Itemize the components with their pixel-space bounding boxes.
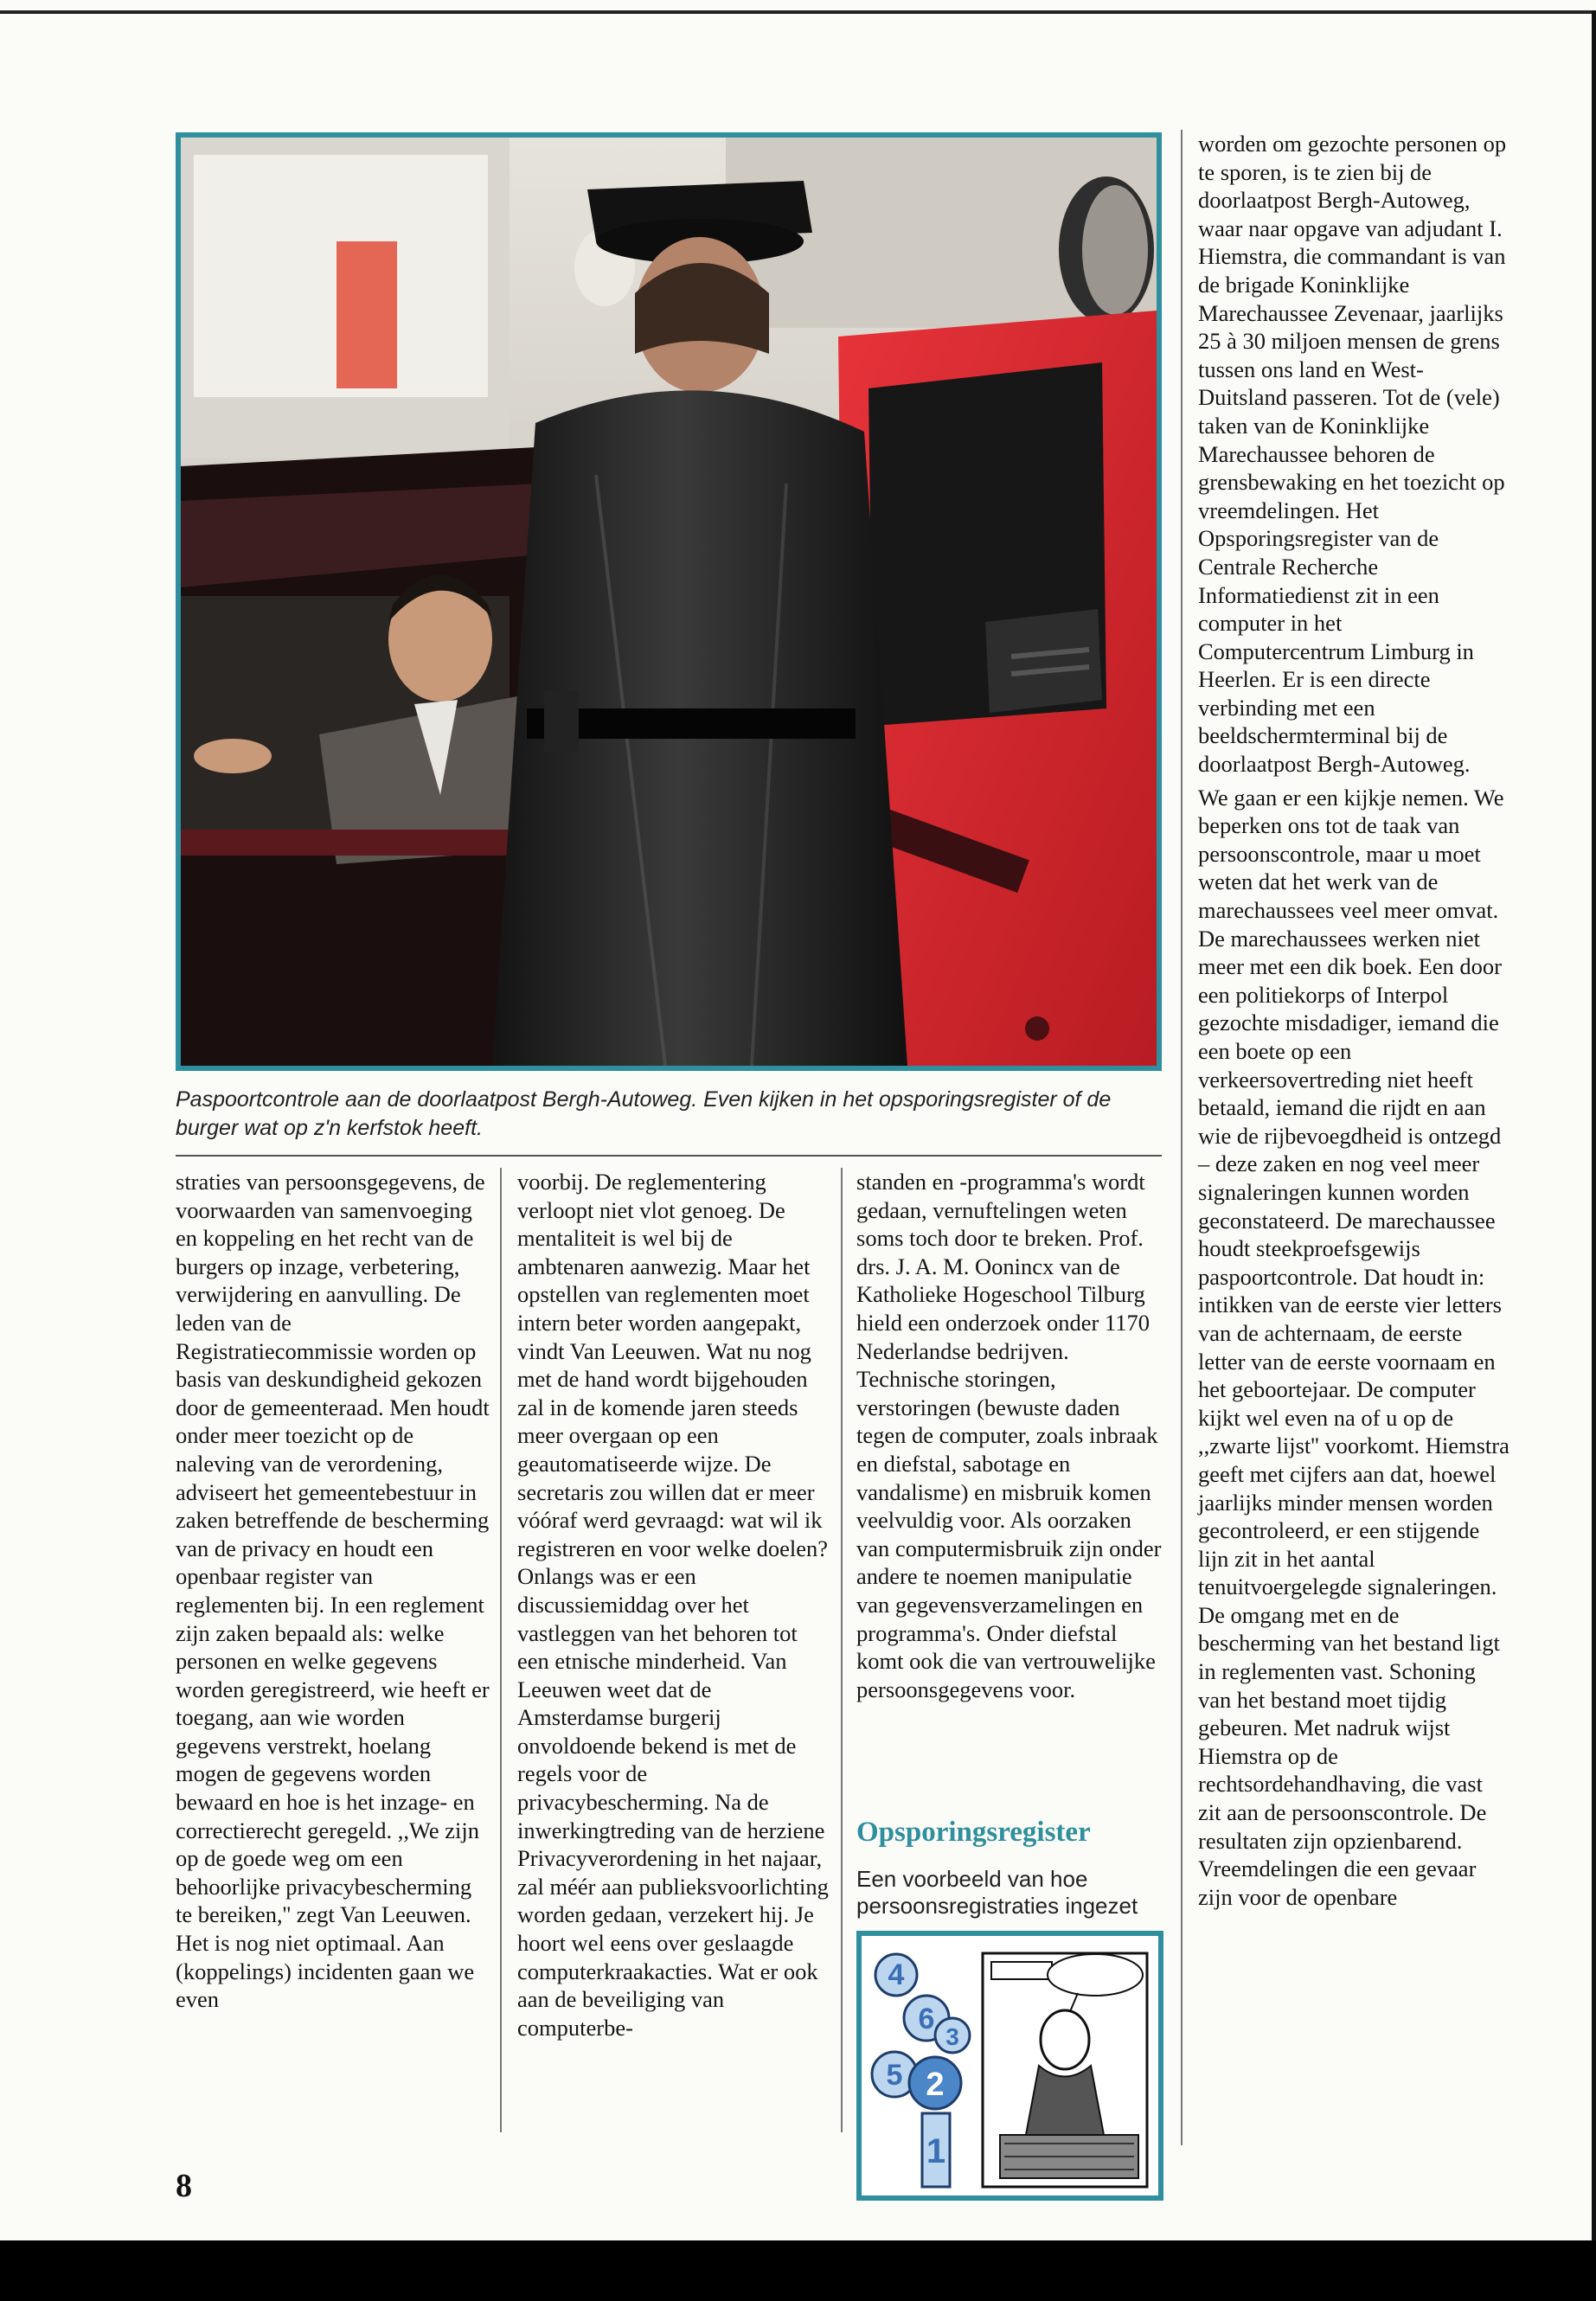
column-divider (841, 1168, 843, 2132)
right-border (1592, 10, 1596, 2240)
column-divider (500, 1168, 502, 2132)
photo-passport-control (176, 132, 1162, 1071)
article-column-2 (517, 1168, 829, 2041)
cartoon-digit: 1 (926, 2132, 946, 2170)
cartoon-digit: 3 (945, 2023, 959, 2050)
article-column-4 (1198, 130, 1509, 1911)
section-heading: Opsporingsregister (856, 1817, 1091, 1848)
cartoon-digit: 5 (886, 2059, 903, 2092)
column-2-text: voorbij. De reglementering verloopt niet vlot genoeg. De mentaliteit is wel bij de ambtenaren aanwezig. Maar het opstellen van reglementen moet intern beter worden aangepakt, vindt Van Leeuwen. Wat nu nog met de hand wordt bijgehouden zal in de komende jaren steeds meer overgaan op een geautomatiseerde wijze. De secretaris zou willen dat er meer vóóraf werd gevraagd: wat wil ik registreren en voor welke doelen? Onlangs was er een discussiemiddag over het vastleggen van het behoren tot een etnische minderheid. Van Leeuwen weet dat de Amsterdamse burgerij onvoldoende bekend is met de regels voor de privacybescherming. Na de inwerkingtreding van de herziene Privacyverordening in het najaar, zal méér aan publieksvoorlichting worden gedaan, verzekert hij. Je hoort wel eens over geslaagde computerkraakacties. Wat er ook aan de beveiliging van computerbe- (517, 1169, 829, 2041)
cartoon-digit: 4 (888, 1958, 905, 1991)
photo-illustration (181, 138, 1157, 1066)
column-1-text: straties van persoonsgegevens, de voorwaarden van samenvoeging en koppeling en het recht van de burgers op inzage, verbetering, verwijdering en aanvulling. De leden van de Registratiecommissie worden op basis van deskundigheid gekozen door de gemeenteraad. Men houdt onder meer toezicht op de naleving van de verordening, adviseert het gemeentebestuur in zaken betreffende de bescherming van de privacy en houdt een openbaar register van reglementen bij. In een reglement zijn zaken bepaald als: welke personen en welke gegevens worden geregistreerd, wie heeft er toegang, aan wie worden gegevens verstrekt, hoelang mogen de gegevens worden bewaard en hoe is het inzage- en correctierecht geregeld. ,,We zijn op de goede weg om een behoorlijke privacybescherming te bereiken,'' zegt Van Leeuwen. Het is nog niet optimaal. Aan (koppelings) incidenten gaan we even (176, 1169, 490, 2013)
photo-caption: Paspoortcontrole aan de doorlaatpost Bergh-Autoweg. Even kijken in het opsporingsregister of de burger wat op z'n kerfstok heeft. (176, 1087, 1112, 1140)
cartoon-illustration (856, 1931, 1163, 2201)
cartoon-drawing (862, 1936, 1158, 2195)
cartoon-digit: 6 (918, 2003, 935, 2035)
page-number: 8 (176, 2168, 192, 2204)
cartoon-digit: 2 (926, 2067, 945, 2103)
section-lead: Een voorbeeld van hoe persoonsregistraties ingezet (856, 1866, 1138, 1919)
caption-divider (176, 1155, 1162, 1157)
article-column-3 (856, 1168, 1163, 1703)
column-3-text: standen en -programma's wordt gedaan, vernuftelingen weten soms toch door te breken. Prof. drs. J. A. M. Oonincx van de Katholieke Hogeschool Tilburg hield een onderzoek onder 1170 Nederlandse bedrijven. Technische storingen, verstoringen (bewuste daden tegen de computer, zoals inbraak en diefstal, sabotage en vandalisme) en misbruik komen veelvuldig voor. Als oorzaken van computermisbruik zijn onder andere te noemen manipulatie van gegevensverzamelingen en programma's. Onder diefstal komt ook die van vertrouwelijke persoonsgegevens voor. (856, 1169, 1162, 1702)
column-4-paragraph-2: We gaan er een kijkje nemen. We beperken ons tot de taak van persoonscontrole, maar u moet weten dat het werk van de marechaussees veel meer omvat. De marechaussees werken niet meer met een dik boek. Een door een politiekorps of Interpol gezochte misdadiger, iemand die een boete op een verkeersovertreding niet heeft betaald, iemand die rijdt en aan wie de rijbevoegdheid is ontzegd – deze zaken en nog veel meer signaleringen kunnen worden geconstateerd. De marechaussee houdt steekproefsgewijs paspoortcontrole. Dat houdt in: intikken van de eerste vier letters van de achternaam, de eerste letter van de eerste voornaam en het geboortejaar. De computer kijkt wel even na of u op de ,,zwarte lijst'' voorkomt. Hiemstra geeft met cijfers aan dat, hoewel jaarlijks minder mensen worden gecontroleerd, er een stijgende lijn zit in het aantal tenuitvoergelegde signaleringen. De omgang met en de bescherming van het bestand ligt in reglementen vast. Schoning van het bestand moet tijdig gebeuren. Met nadruk wijst Hiemstra op de rechtsordehandhaving, die vast zit aan de persoonscontrole. De resultaten zijn opzienbarend. Vreemdelingen die een gevaar zijn voor de openbare (1198, 784, 1509, 1910)
article-column-1 (176, 1168, 491, 2014)
column-divider (1181, 130, 1183, 2145)
top-border (0, 10, 1596, 14)
column-4-paragraph-1: worden om gezochte personen op te sporen, is te zien bij de doorlaatpost Bergh-Autoweg, waar naar opgave van adjudant I. Hiemstra, die commandant is van de brigade Koninklijke Marechaussee Zevenaar, jaarlijks 25 à 30 miljoen mensen de grens tussen ons land en West-Duitsland passeren. Tot de (vele) taken van de Koninklijke Marechaussee behoren de grensbewaking en het toezicht op vreemdelingen. Het Opsporingsregister van de Centrale Recherche Informatiedienst zit in een computer in het Computercentrum Limburg in Heerlen. Er is een directe verbinding met een beeldschermterminal bij de doorlaatpost Bergh-Autoweg. (1198, 131, 1507, 778)
